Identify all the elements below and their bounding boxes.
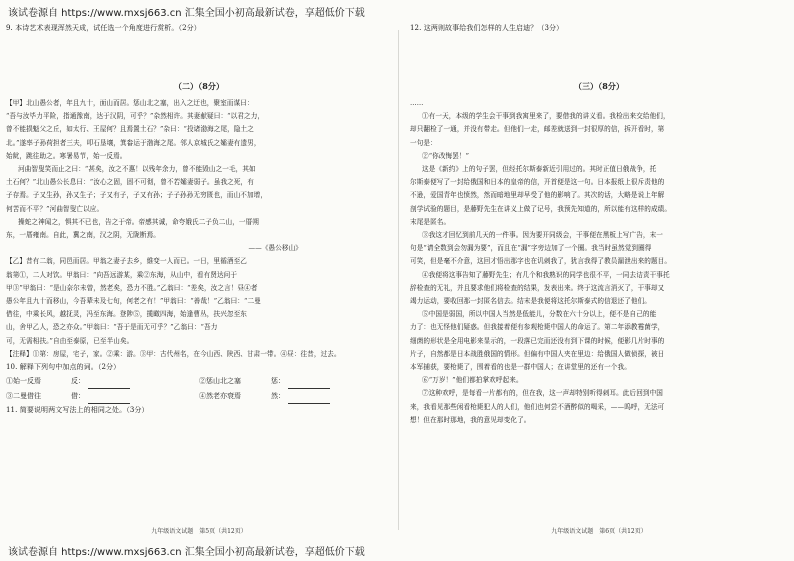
text-line: 这是《新约》上的句子罢，但经托尔斯泰新近引用过的。其时正值日俄战争，托	[422, 165, 657, 174]
question-12: 12. 这两则故事给我们怎样的人生启迪？（3分）	[410, 24, 564, 32]
text-line: 句是“请全数到会勿漏为要”，而且在“漏”字旁边加了一个圈。我当时虽然觉到圈得	[410, 244, 652, 253]
text-line: 来，我看见那些闲看枪毙犯人的人们，他们也何尝不酒醉似的喝采，——呜呼，无法可	[410, 402, 665, 411]
text-line: ④我便将这事告知了藤野先生；有几个和我熟识的同学也很不平，一同去诘责干事托	[422, 270, 670, 279]
text-line: 子存焉。子又生孙，孙又生子；子又有子，子又有孙；子子孙孙无穷匮也，而山不加增，	[6, 191, 268, 200]
ellipsis: ……	[410, 99, 424, 107]
blank-phrase: ②惩山北之塞	[199, 377, 241, 386]
text-line: 本军捕获，要枪毙了，围着看的也是一群中国人；在讲堂里的还有一个我。	[410, 363, 631, 372]
text-line: 力了：也无怪他们疑惑。但我接着便有参观枪毙中国人的命运了。第二年添教霉菌学，	[410, 323, 665, 332]
text-line: “吾与汝毕力平险，指通豫南，达于汉阴，可乎？”杂然相许。其妻献疑曰：“以君之力，	[6, 112, 265, 121]
text-line: 想！但在那时那地，我的意见却变化了。	[410, 415, 531, 424]
text-line: 末尾是匿名。	[410, 217, 451, 226]
passage-b	[6, 255, 392, 347]
passage-3	[410, 110, 788, 427]
text-line: 土石何？”北山愚公长息曰：“汝心之固，固不可彻，曾不若孀妻弱子。虽我之死，有	[6, 178, 254, 187]
blank-word: 借：	[71, 392, 85, 401]
text-line: 何苦而不平？”河曲智叟亡以应。	[6, 204, 104, 213]
text-line: 竭力运动，要收回那一封匿名信去。结末是我便将这托尔斯泰式的信退还了他们。	[410, 297, 651, 306]
question-10: 10. 解释下列句中加点的词。（2分）	[6, 363, 121, 372]
blank-word: 然：	[271, 392, 285, 401]
vocabulary-blanks	[6, 374, 392, 404]
section-2-heading: （二）（8分）	[173, 81, 225, 91]
text-line: 操蛇之神闻之，惧其不已也，告之于帝。帝感其诚，命夸娥氏二子负二山，一厝朔	[18, 217, 259, 226]
text-line: 辞检查的无礼，并且要求他们将检查的结果，发表出来。终于这流言消灭了，干事却又	[410, 283, 665, 292]
text-line: ③我这才回忆到前几天的一件事。因为要开同级会，干事便在黑板上写广告，末一	[422, 231, 663, 240]
annotation-notes: 【注释】①第：房屋，宅子，家。②乘：游。③甲：古代州名，在今山西、陕西、甘肃一带。④昼：往昔，过去。	[6, 349, 341, 358]
text-line: 山，舍甲乙人，恐之亦众。”甲翁曰：“吾于是而无可乎？”乙翁曰：“吾力	[6, 323, 218, 332]
text-line: 始龀，跳往助之。寒暑易节，始一反焉。	[6, 151, 127, 160]
text-line: 可，无需相扶。”自由至泰原，已至半山矣。	[6, 336, 134, 345]
text-line: ⑦这种欢呼，是每看一片都有的，但在我，这一声却特别听得刺耳。此后回到中国	[422, 389, 663, 398]
blank-item	[6, 374, 199, 389]
question-11: 11. 简要说明两文写法上的相同之处。（3分）	[6, 406, 149, 415]
blank-item	[6, 389, 199, 404]
text-line: 翁第①，二人对饮。甲翁曰：“向吾远游某，乘②东海，从山中，看有贤达问于	[6, 270, 238, 279]
blank-phrase: ③二曼借往	[6, 392, 41, 401]
top-watermark-banner: 该试卷源自 https://www.mxsj663.cn 汇集全国小初高最新试卷，享超低价下载	[8, 7, 365, 19]
blank-word: 惩：	[271, 377, 285, 386]
blank-item	[199, 374, 392, 389]
page-6-footer: 九年级语文试题 第6页（共12页）	[551, 528, 647, 535]
page-divider	[398, 30, 399, 530]
text-line: ②“你改悔罢！”	[422, 151, 470, 160]
text-line: 东，一厝雍南。自此，冀之南，汉之阴，无陇断焉。	[6, 231, 160, 240]
answer-line[interactable]	[288, 379, 330, 389]
text-line: ⑥“万岁！”他们都拍掌欢呼起来。	[422, 376, 523, 385]
answer-line[interactable]	[288, 394, 330, 404]
answer-space	[410, 35, 788, 75]
text-line: 尔斯泰便写了一封给俄国和日本的皇帝的信，开首便是这一句。日本报纸上很斥责他的	[410, 178, 665, 187]
exam-page-6	[410, 22, 788, 538]
text-line: 却只翻检了一通，并没有带走。但他们一走，邮差就送到一封很厚的信，拆开看时，第	[410, 125, 665, 134]
text-line: 河曲智叟笑而止之曰：“甚矣，汝之不惠！以残年余力，曾不能毁山之一毛，其如	[18, 165, 256, 174]
blank-item	[199, 389, 392, 404]
text-line: 愚公年且九十而移山，今吾辈未及七旬，何老之有！”甲翁曰：“善哉！”乙翁曰：“二曼	[6, 297, 261, 306]
text-line: 【甲】北山愚公者，年且九十，面山而居。惩山北之塞，出入之迂也，聚室而谋曰：	[6, 99, 254, 107]
text-line: 剖学试验的题目，是藤野先生在讲义上做了记号，我预先知道的，所以能有这样的成绩。	[410, 204, 672, 213]
blank-phrase: ④然老亦衰焉	[199, 392, 241, 401]
text-line: 片子，自然都是日本战胜俄国的情形。但偏有中国人夹在里边：给俄国人做侦探，被日	[410, 349, 665, 358]
blank-phrase: ①始一反焉	[6, 377, 41, 386]
text-line: 北。”遂率子孙荷担者三夫，叩石垦壤，箕畚运于渤海之尾。邻人京城氏之孀妻有遗男，	[6, 138, 261, 147]
bottom-watermark-banner: 该试卷源自 https://www.mxsj663.cn 汇集全国小初高最新试卷，享超低价下载	[8, 546, 365, 558]
text-line: 不逊，爱国青年也愤然，然而暗地里却早受了他的影响了。其次的话，大略是说上年解	[410, 191, 665, 200]
text-line: ①有一天，本级的学生会干事到我寓里来了，要借我的讲义看。我检出来交给他们，	[422, 112, 670, 121]
text-line: 甲③”甲翁曰：“是山奈尔未曾，然老矣，恐力不胜。”乙翁曰：“差矣，汝之言！昼④者	[6, 283, 258, 292]
blank-row	[6, 389, 392, 404]
text-line: 【乙】昔有二翁，同邑而居。甲翁之妻子去乡，維变一人而已。一日，里循酒至乙	[6, 257, 247, 266]
answer-space	[6, 35, 392, 75]
passage-a-source: ——《愚公移山》	[248, 244, 302, 253]
question-9: 9. 本诗艺术表现浑然天成，试任选一个角度进行赏析。（2分）	[6, 24, 201, 32]
page-5-footer: 九年级语文试题 第5页（共12页）	[151, 528, 247, 535]
text-line: ⑤中国是弱国，所以中国人当然是低能儿，分数在六十分以上，便不是自己的能	[422, 310, 657, 319]
text-line: 一句是：	[410, 138, 437, 147]
blank-word: 反：	[71, 377, 85, 386]
passage-a	[6, 97, 392, 242]
blank-row	[6, 374, 392, 389]
text-line: 曾不能损魁父之丘，如太行、王屋何？且焉置土石？”杂曰：“投诸渤海之尾，隐土之	[6, 125, 254, 134]
answer-line[interactable]	[88, 394, 130, 404]
text-line: 细菌的形状是全用电影来显示的，一段落已完而还没有到下课的时候，便影几片时事的	[410, 336, 665, 345]
section-3-heading: （三）（8分）	[573, 81, 625, 91]
text-line: 借往，中乘长风，越抚灵，冯至东海。登陟⑤，揽瞰四海，始逢曹丛，扶兴忽至东	[6, 310, 247, 319]
answer-line[interactable]	[88, 379, 130, 389]
exam-page-5	[6, 22, 392, 538]
text-line: 可笑，但是毫不介意，这回才悟出那字也在讥刺我了，犹言我得了教员漏泄出来的题目。	[410, 257, 672, 266]
